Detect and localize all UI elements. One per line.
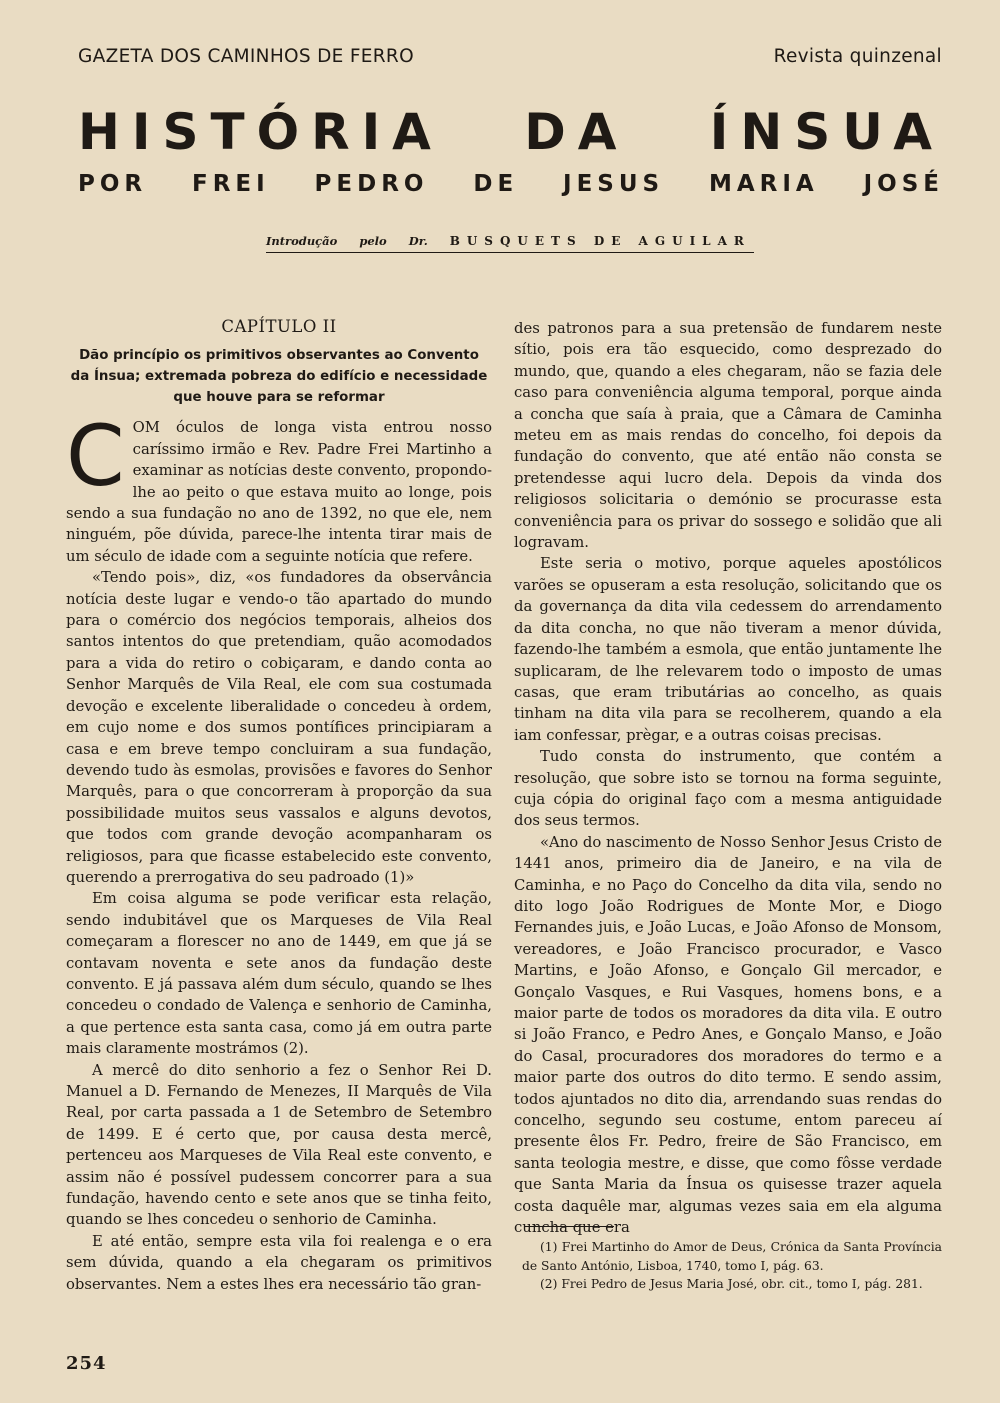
paragraph: Este seria o motivo, porque aqueles apostólicos varões se opuseram a esta resolução, solicitando que os da governança da dita vila cedessem do arrendamento da dita concha, no que não tiveram a menor dúvida, fazendo-lhe também a esmola, que então juntamente lhe suplicaram, de lhe relevarem todo o imposto de umas casas, que eram tributárias ao concelho, as quais tinham na dita vila para se recolherem, quando a ela iam confessar, prègar, e a outras coisas precisas. [514,555,942,744]
paragraph [66,567,492,888]
byline [266,234,754,253]
paragraph-text: «Tendo pois», diz, «os fundadores da observância notícia deste lugar e vendo-o tão apartado do mundo para o comércio dos negócios temporais, alheios dos santos intentos do que pretendiam, quão acomodados para a vida do retiro o cobiçaram, e dando conta ao Senhor Marquês de Vila Real, ele com sua costumada devoção e excelente liberalidade o concedeu à ordem, em cujo nome e dos sumos pontífices principiaram a casa e em breve tempo concluiram a sua fundação, devendo tudo às esmolas, provisões e favores do Senhor Marquês, para o que concorreram à proporção da sua possibilidade muitos seus vassalos e alguns devotos, que todos com grande devoção acompanharam os religiosos, para que ficasse estabelecido este convento, querendo a prerrogativa do seu padroado [66,569,492,886]
running-head [78,46,942,67]
byline-author: BUSQUETS DE AGUILAR [449,234,751,248]
paragraph: des patronos para a sua pretensão de fundarem neste sítio, pois era tão esquecido, como desprezado do mundo, que, quando a eles chegaram, não se fazia dele caso para conveniência alguma temporal, porque ainda a concha que saía à praia, que a Câmara de Caminha meteu em as mais rendas do concelho, foi depois da fundação do convento, que até então não consta se pretendesse aqui lucro dela. Depois da vinda dos religiosos solicitaria o demónio se procurasse esta conveniência para os privar do sossego e solidão que ali logravam. [514,320,942,552]
page-number: 254 [66,1353,107,1374]
footnote: (2) Frei Pedro de Jesus Maria José, obr. cit., tomo I, pág. 281. [540,1277,923,1291]
left-column [66,316,492,1295]
footnote-ref: (1)» [384,868,415,886]
paragraph [66,407,492,567]
drop-cap: C [66,407,125,506]
footnotes [522,1238,942,1294]
paragraph-text: OM óculos de longa vista entrou nosso caríssimo irmão e Rev. Padre Frei Martinho a examinar as notícias deste convento, propondo-lhe ao peito o que estava muito ao longe, pois sendo a sua fundação no ano de 1392, no que ele, nem ninguém, põe dúvida, parece-lhe intenta tirar mais de um século de idade com a seguinte notícia que refere. [66,419,492,565]
publication-name: GAZETA DOS CAMINHOS DE FERRO [78,46,414,67]
paragraph: «Ano do nascimento de Nosso Senhor Jesus Cristo de 1441 anos, primeiro dia de Janeiro, e na vila de Caminha, e no Paço do Concelho da dita vila, sendo no dito logo João Rodrigues de Monte Mor, e Diogo Fernandes juis, e João Lucas, e João Afonso de Monsom, vereadores, e João Francisco procurador, e Vasco Martins, e João Afonso, e Gonçalo Gil mercador, e Gonçalo Vasques, e Rui Vasques, homens bons, e a maior parte de todos os moradores da dita vila. E outro si João Franco, e Pedro Anes, e Gonçalo Manso, e João do Casal, procuradores dos moradores do termo e a maior parte dos outros do dito termo. E sendo assim, todos ajuntados no dito dia, arrendando suas rendas do concelho, segundo seu costume, entom pareceu aí presente êlos Fr. Pedro, freire de São Francisco, em santa teologia mestre, e disse, que como fôsse verdade que Santa Maria da Ínsua os quisesse trazer aquela costa daquêle mar, algumas vezes saia em ela alguma cuncha que era [514,833,942,1237]
chapter-summary: Dão princípio os primitivos observantes ao Convento da Ínsua; extremada pobreza do edifício e necessidade que houve para se reformar [70,348,488,406]
paragraph: Tudo consta do instrumento, que contém a resolução, que sobre isto se tornou na forma seguinte, cuja cópia do original faço com a mesma antiguidade dos seus termos. [514,748,942,830]
byline-pelo: pelo [359,234,387,248]
byline-intro: Introdução [266,234,338,248]
paragraph: Em coisa alguma se pode verificar esta relação, sendo indubitável que os Marqueses de Vila Real começaram a florescer no ano de 1449, em que já se contavam noventa e sete anos da fundação deste convento. E já passava além dum século, quando se lhes concedeu o condado de Valença e senhorio de Caminha, a que pertence esta santa casa, como já em outra parte mais claramente mostrámos (2). [66,890,492,1058]
byline-dr: Dr. [408,234,428,248]
paragraph: A mercê do dito senhorio a fez o Senhor Rei D. Manuel a D. Fernando de Menezes, II Marquês de Vila Real, por carta passada a 1 de Setembro de Setembro de 1499. E é certo que, por causa desta mercê, pertenceu aos Marqueses de Vila Real este convento, e assim não é possível pudessem concorrer para a sua fundação, havendo cento e sete anos que se tinha feito, quando se lhes concedeu o senhorio de Caminha. [66,1061,492,1229]
footnote: (1) Frei Martinho do Amor de Deus, Crónica da Santa Província de Santo António, Lisboa, 1740, tomo I, pág. 63. [522,1240,942,1273]
periodicity: Revista quinzenal [773,46,942,67]
paragraph: E até então, sempre esta vila foi realenga e o era sem dúvida, quando a ela chegaram os primitivos observantes. Nem a estes lhes era necessário tão gran- [66,1232,492,1293]
article-subtitle: POR FREI PEDRO DE JESUS MARIA JOSÉ [78,171,944,197]
article-title: HISTÓRIA DA ÍNSUA [78,103,944,161]
chapter-heading: CAPÍTULO II [221,317,337,336]
right-column [514,318,942,1238]
footnote-divider [524,1226,614,1227]
